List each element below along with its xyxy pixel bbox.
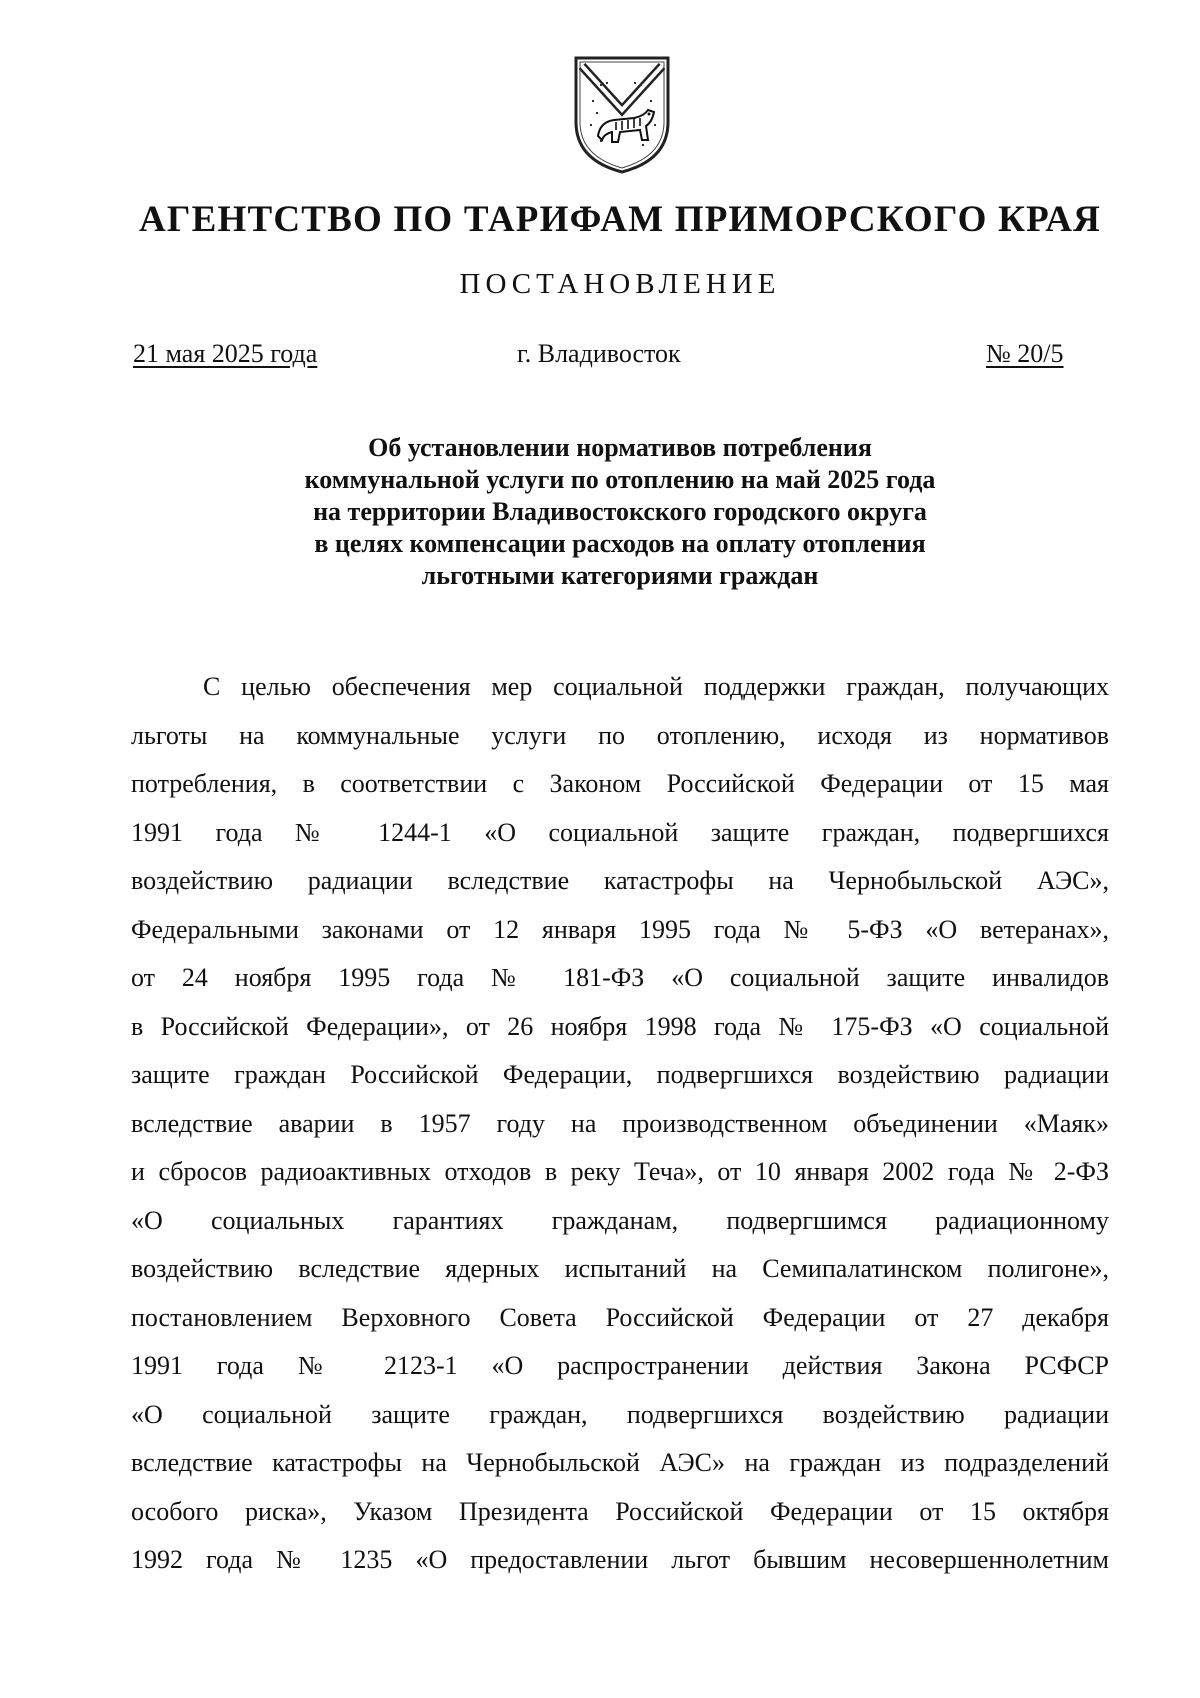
body-line: С целью обеспечения мер социальной поддержки граждан, получающих: [203, 672, 1109, 701]
subject-line: на территории Владивостокского городского округа: [313, 497, 927, 526]
body-line: потребления, в соответствии с Законом Российской Федерации от 15 мая: [131, 769, 1109, 798]
body-line: «О социальной защите граждан, подвергшихся воздействию радиации: [131, 1399, 1109, 1429]
document-body: [131, 663, 1109, 1585]
document-subject: [0, 432, 1200, 592]
subject-line: Об установлении нормативов потребления: [368, 433, 872, 462]
document-number: № 20/5: [986, 339, 1064, 368]
body-line: защите граждан Российской Федерации, подвергшихся воздействию радиации: [131, 1060, 1109, 1089]
subject-line: коммунальной услуги по отоплению на май 2025 года: [304, 465, 936, 494]
subject-line: в целях компенсации расходов на оплату отопления: [314, 529, 926, 558]
body-line: 1991 года № 1244-1 «О социальной защите граждан, подвергшихся: [131, 817, 1109, 847]
document-city: г. Владивосток: [517, 339, 681, 368]
body-line: льготы на коммунальные услуги по отоплению, исходя из нормативов: [131, 720, 1109, 750]
body-line: в Российской Федерации», от 26 ноября 1998 года № 175-ФЗ «О социальной: [131, 1011, 1109, 1041]
body-line: воздействию радиации вследствие катастрофы на Чернобыльской АЭС»,: [131, 866, 1109, 895]
body-line: вследствие аварии в 1957 году на производственном объединении «Маяк»: [131, 1108, 1109, 1138]
body-line: 1992 года № 1235 «О предоставлении льгот бывшим несовершеннолетним: [131, 1545, 1109, 1574]
body-line: постановлением Верховного Совета Российской Федерации от 27 декабря: [131, 1302, 1109, 1332]
document-type-heading: ПОСТАНОВЛЕНИЕ: [459, 268, 781, 300]
document-date: 21 мая 2025 года: [133, 339, 318, 368]
body-line: воздействию вследствие ядерных испытаний на Семипалатинском полигоне»,: [131, 1254, 1109, 1283]
body-line: «О социальных гарантиях гражданам, подвергшимся радиационному: [131, 1205, 1109, 1235]
body-line: и сбросов радиоактивных отходов в реку Теча», от 10 января 2002 года № 2-ФЗ: [131, 1157, 1109, 1186]
body-line: особого риска», Указом Президента Российской Федерации от 15 октября: [131, 1496, 1109, 1526]
body-line: от 24 ноября 1995 года № 181-ФЗ «О социальной защите инвалидов: [131, 963, 1109, 992]
coat-of-arms-icon: [570, 52, 674, 176]
subject-line: льготными категориями граждан: [421, 561, 819, 590]
body-line: 1991 года № 2123-1 «О распространении действия Закона РСФСР: [131, 1351, 1109, 1380]
body-line: Федеральными законами от 12 января 1995 года № 5-ФЗ «О ветеранах»,: [131, 914, 1109, 944]
body-line: вследствие катастрофы на Чернобыльской АЭС» на граждан из подразделений: [131, 1448, 1109, 1477]
organization-title: АГЕНТСТВО ПО ТАРИФАМ ПРИМОРСКОГО КРАЯ: [138, 199, 1102, 240]
